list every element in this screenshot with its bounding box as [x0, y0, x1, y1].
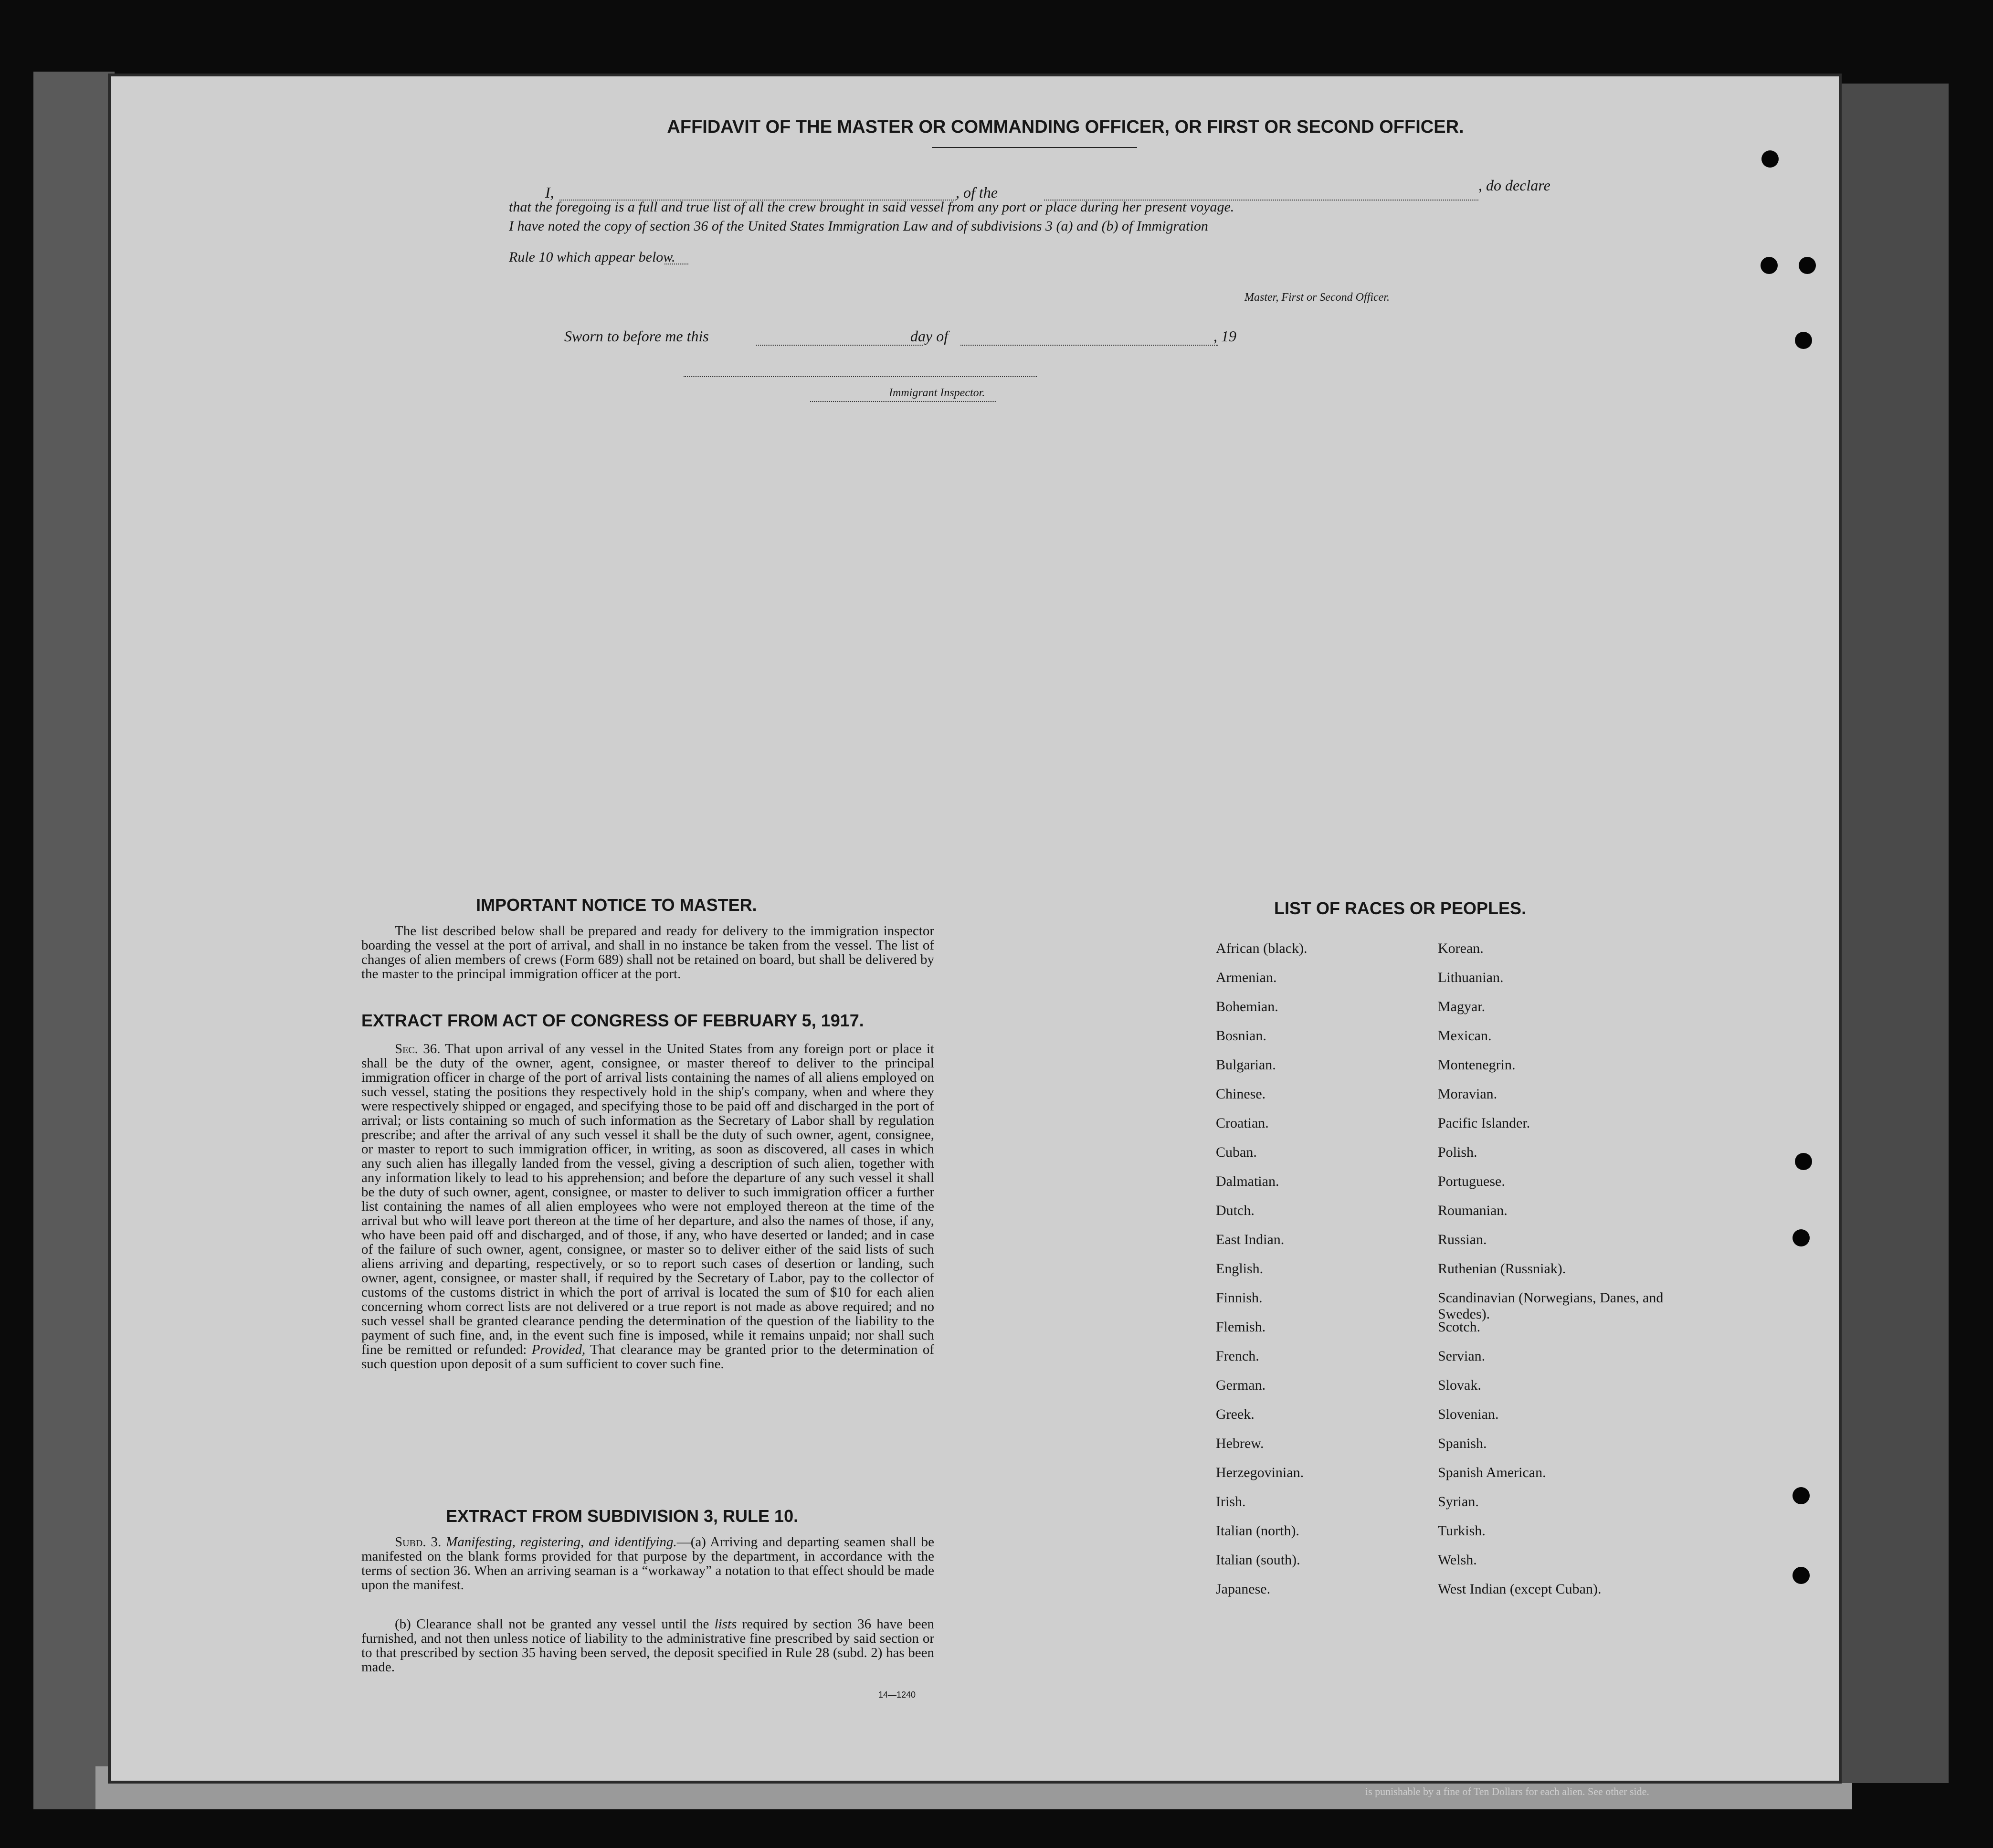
- race-item: Italian (north).: [1216, 1523, 1299, 1539]
- race-item: Magyar.: [1438, 999, 1486, 1014]
- race-item: Spanish.: [1438, 1436, 1487, 1451]
- race-item: West Indian (except Cuban).: [1438, 1581, 1602, 1597]
- race-item: Dutch.: [1216, 1203, 1255, 1218]
- binder-hole: [1793, 1567, 1810, 1584]
- race-item: Moravian.: [1438, 1086, 1497, 1102]
- race-item: African (black).: [1216, 940, 1308, 956]
- race-item: Flemish.: [1216, 1319, 1266, 1335]
- race-item: Portuguese.: [1438, 1173, 1505, 1189]
- rule-para-b-start: (b) Clearance shall not be granted any vessel until the: [395, 1616, 709, 1632]
- inspector-label: Immigrant Inspector.: [889, 387, 985, 399]
- provided-word: Provided,: [531, 1342, 586, 1357]
- binder-hole: [1793, 1229, 1810, 1246]
- affidavit-of-the: , of the: [956, 184, 998, 201]
- fine-note-2: is punishable by a fine of Ten Dollars for each alien. See other side.: [1365, 1785, 1649, 1797]
- signature-label: Master, First or Second Officer.: [1244, 291, 1390, 304]
- inspector-signature-field[interactable]: [684, 376, 1037, 377]
- race-item: Russian.: [1438, 1232, 1487, 1247]
- subd-title: Manifesting, registering, and identifying.: [446, 1534, 677, 1550]
- affidavit-title: AFFIDAVIT OF THE MASTER OR COMMANDING OFFICER, OR FIRST OR SECOND OFFICER.: [667, 117, 1464, 137]
- affidavit-i: I,: [545, 184, 554, 201]
- race-item: Spanish American.: [1438, 1465, 1546, 1480]
- sworn-month-field[interactable]: [960, 345, 1218, 346]
- race-item: Bohemian.: [1216, 999, 1278, 1014]
- binder-hole: [1799, 257, 1816, 274]
- facing-page-edge: [1839, 84, 1949, 1783]
- race-item: French.: [1216, 1348, 1259, 1364]
- race-item: English.: [1216, 1261, 1264, 1277]
- race-item: Welsh.: [1438, 1552, 1477, 1568]
- race-item: Ruthenian (Russniak).: [1438, 1261, 1566, 1277]
- race-item: Greek.: [1216, 1406, 1255, 1422]
- act-heading: EXTRACT FROM ACT OF CONGRESS OF FEBRUARY 5, 1917.: [361, 1011, 864, 1030]
- race-item: Lithuanian.: [1438, 970, 1504, 985]
- sworn-day-of: day of: [910, 327, 949, 345]
- races-column-2: [1438, 940, 1686, 1610]
- race-item: Bosnian.: [1216, 1028, 1266, 1044]
- act-body: [361, 1042, 934, 1371]
- affidavit-line-3: I have noted the copy of section 36 of the United States Immigration Law and of subdivisions 3 (a) and (b) of Immigration: [509, 218, 1208, 234]
- race-item: Irish.: [1216, 1494, 1246, 1510]
- notice-body: [361, 924, 934, 981]
- binder-hole: [1761, 257, 1778, 274]
- race-item: Scotch.: [1438, 1319, 1481, 1335]
- inspector-signature-field-2[interactable]: [810, 401, 996, 402]
- sec-36-text-end: That clearance may be granted prior to the determination of such question upon deposit of a sum sufficient to cover such fine.: [361, 1342, 935, 1372]
- races-column-1: [1216, 940, 1421, 1610]
- race-item: Armenian.: [1216, 970, 1277, 985]
- races-heading: LIST OF RACES OR PEOPLES.: [1274, 898, 1527, 918]
- race-item: Hebrew.: [1216, 1436, 1264, 1451]
- rule-para-a: [361, 1535, 934, 1592]
- race-item: Korean.: [1438, 940, 1484, 956]
- under-sheet-left: [33, 72, 115, 1809]
- race-item: Syrian.: [1438, 1494, 1479, 1510]
- affidavit-line-2: that the foregoing is a full and true list of all the crew brought in said vessel from any port or place during her present voyage.: [509, 199, 1234, 215]
- race-item: Finnish.: [1216, 1290, 1263, 1306]
- race-item: Turkish.: [1438, 1523, 1486, 1539]
- binder-hole: [1795, 1153, 1812, 1170]
- affidavit-declare: , do declare: [1478, 177, 1550, 194]
- race-item: Roumanian.: [1438, 1203, 1508, 1218]
- rule-para-b: [361, 1617, 934, 1674]
- title-underline: [932, 147, 1137, 148]
- affidavit-line-4: Rule 10 which appear below.: [509, 249, 675, 265]
- sec-36-label: Sec. 36.: [395, 1041, 441, 1056]
- rule-para-b-lists: lists: [714, 1616, 737, 1632]
- race-item: Italian (south).: [1216, 1552, 1300, 1568]
- race-item: Slovenian.: [1438, 1406, 1499, 1422]
- rule-para-a-text: —(a) Arriving and departing seamen shall be manifested on the blank forms provided for that purpose by the department, in accordance with the terms of section 36. When an arriving seaman is a “workaway” a notation to that effect should be made upon the manifest.: [361, 1534, 934, 1593]
- race-item: Pacific Islander.: [1438, 1115, 1530, 1131]
- notice-heading: IMPORTANT NOTICE TO MASTER.: [476, 895, 757, 915]
- sworn-day-field[interactable]: [756, 345, 923, 346]
- race-item: Bulgarian.: [1216, 1057, 1276, 1073]
- notice-body-text: The list described below shall be prepared and ready for delivery to the immigration inspector boarding the vessel at the port of arrival, and shall in no instance be taken from the vessel. The list of changes of alien members of crews (Form 689) shall not be retained on board, but shall be delivered by the master to the principal immigration officer at the port.: [361, 923, 934, 982]
- race-item: East Indian.: [1216, 1232, 1285, 1247]
- sec-36-text: That upon arrival of any vessel in the United States from any foreign port or place it shall be the duty of the owner, agent, consignee, or master thereof to deliver to the principal immigration officer in charge of the port of arrival lists containing the names of all aliens employed on such vessel, stating the positions they respectively hold in the ship's company, when and where they were respectively shipped or engaged, and specifying those to be paid off and discharged in the port of arrival; or lists containing so much of such information as the Secretary of Labor shall by regulation prescribe; and after the arrival of any such vessel it shall be the duty of such owner, agent, consignee, or master to report to such immigration officer, in writing, as soon as discovered, all cases in which any such alien has illegally landed from the vessel, giving a description of such alien, together with any information likely to lead to his apprehension; and before the departure of any such vessel it shall be the duty of such owner, agent, consignee, or master to deliver to such immigration officer a further list containing the names of all alien employees who were not employed thereon at the time of the arrival but who will leave port thereon at the time of her departure, and also the names of those, if any, who have been paid off and discharged, and of those, if any, who have deserted or landed; and in case of the failure of such owner, agent, consignee, or master so to deliver either of the said lists of such aliens arriving and departing, respectively, or so to report such cases of desertion or landing, such owner, agent, consignee, or master shall, if required by the Secretary of Labor, pay to the collector of customs of the customs district in which the port of arrival is located the sum of $10 for each alien concerning whom correct lists are not delivered or a true report is not made as above required; and no such vessel shall be granted clearance pending the determination of the question of the liability to the payment of such fine, and, in the event such fine is imposed, while it remains unpaid; nor shall such fine be remitted or refunded:: [361, 1041, 935, 1357]
- document-page: [111, 76, 1839, 1781]
- race-item: Servian.: [1438, 1348, 1486, 1364]
- race-item: Slovak.: [1438, 1377, 1481, 1393]
- race-item: Chinese.: [1216, 1086, 1266, 1102]
- race-item: Cuban.: [1216, 1144, 1257, 1160]
- race-item: Herzegovinian.: [1216, 1465, 1304, 1480]
- race-item: Mexican.: [1438, 1028, 1492, 1044]
- form-number: 14—1240: [878, 1690, 916, 1700]
- race-item: Scandinavian (Norwegians, Danes, and Swedes).: [1438, 1290, 1664, 1322]
- race-item: Dalmatian.: [1216, 1173, 1279, 1189]
- race-item: Polish.: [1438, 1144, 1477, 1160]
- binder-hole: [1793, 1487, 1810, 1504]
- binder-hole: [1795, 332, 1812, 349]
- race-item: German.: [1216, 1377, 1266, 1393]
- race-item: Japanese.: [1216, 1581, 1271, 1597]
- race-item: Montenegrin.: [1438, 1057, 1516, 1073]
- race-item: Croatian.: [1216, 1115, 1269, 1131]
- rule-para-b-end: required by section 36 have been furnished, and not then unless notice of liability to the administrative fine prescribed by said section or to that prescribed by section 35 having been served, the deposit specified in Rule 28 (subd. 2) has been made.: [361, 1616, 935, 1675]
- sworn-prefix: Sworn to before me this: [564, 327, 709, 345]
- sworn-year: , 19: [1213, 327, 1236, 345]
- binder-hole: [1761, 150, 1779, 168]
- subd-label: Subd. 3.: [395, 1534, 442, 1550]
- rule-heading: EXTRACT FROM SUBDIVISION 3, RULE 10.: [446, 1506, 799, 1526]
